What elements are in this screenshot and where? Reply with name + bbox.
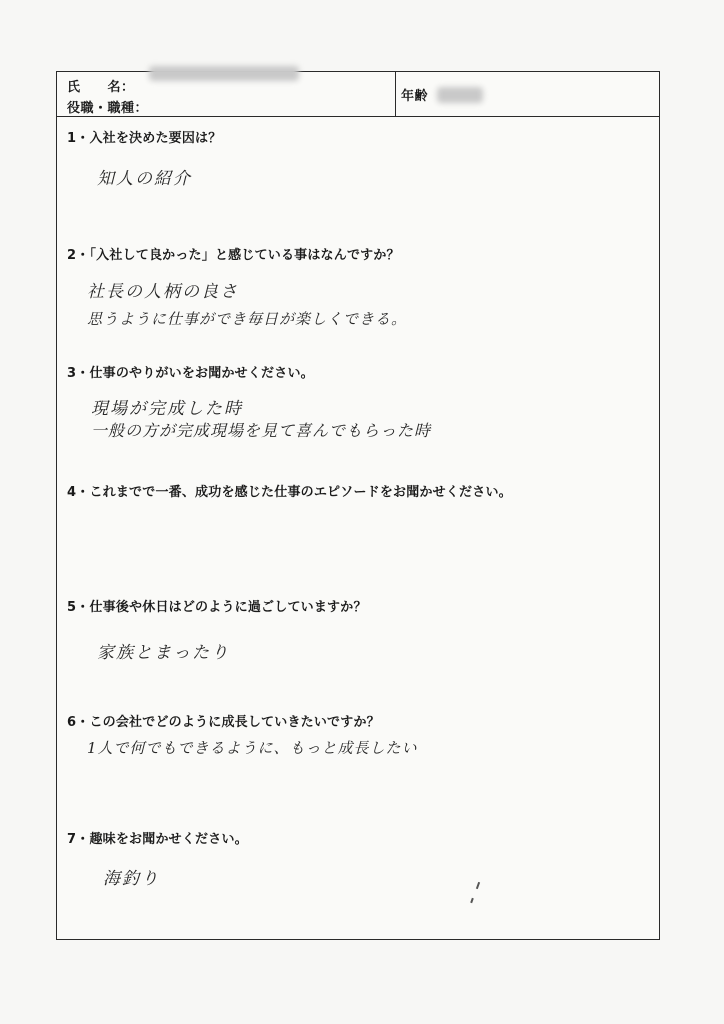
question-7: 7・趣味をお聞かせください。 [67,832,248,847]
answer-3-line-1: 現場が完成した時 [91,399,243,419]
answer-7-line-1: 海釣り [103,869,160,889]
age-redaction [437,87,483,103]
position-label: 役職・職種： [67,101,149,116]
answer-5-line-1: 家族とまったり [97,643,230,663]
question-4: 4・これまでで一番、成功を感じた仕事のエピソードをお聞かせください。 [67,485,512,500]
question-6: 6・この会社でどのように成長していきたいですか？ [67,715,380,730]
question-5: 5・仕事後や休日はどのように過ごしていますか？ [67,600,367,615]
age-label: 年齢 [401,89,429,104]
answer-1-line-1: 知人の紹介 [97,169,192,189]
name-label: 氏 名： [67,80,135,95]
stray-pen-mark [470,898,474,903]
header-row [57,72,659,117]
question-3: 3・仕事のやりがいをお聞かせください。 [67,366,314,381]
answer-2-line-1: 社長の人柄の良さ [87,282,239,302]
answer-3-line-2: 一般の方が完成現場を見て喜んでもらった時 [91,421,432,440]
answer-2-line-2: 思うように仕事ができ毎日が楽しくできる。 [87,310,408,328]
header-divider [395,72,396,116]
answer-6-line-1: 1人で何でもできるように、もっと成長したい [87,739,418,757]
questionnaire-sheet [56,71,660,940]
question-2: 2・「入社して良かった」と感じている事はなんですか？ [67,248,400,263]
stray-pen-mark [476,882,480,889]
name-redaction [149,66,299,81]
question-1: 1・入社を決めた要因は？ [67,131,222,146]
